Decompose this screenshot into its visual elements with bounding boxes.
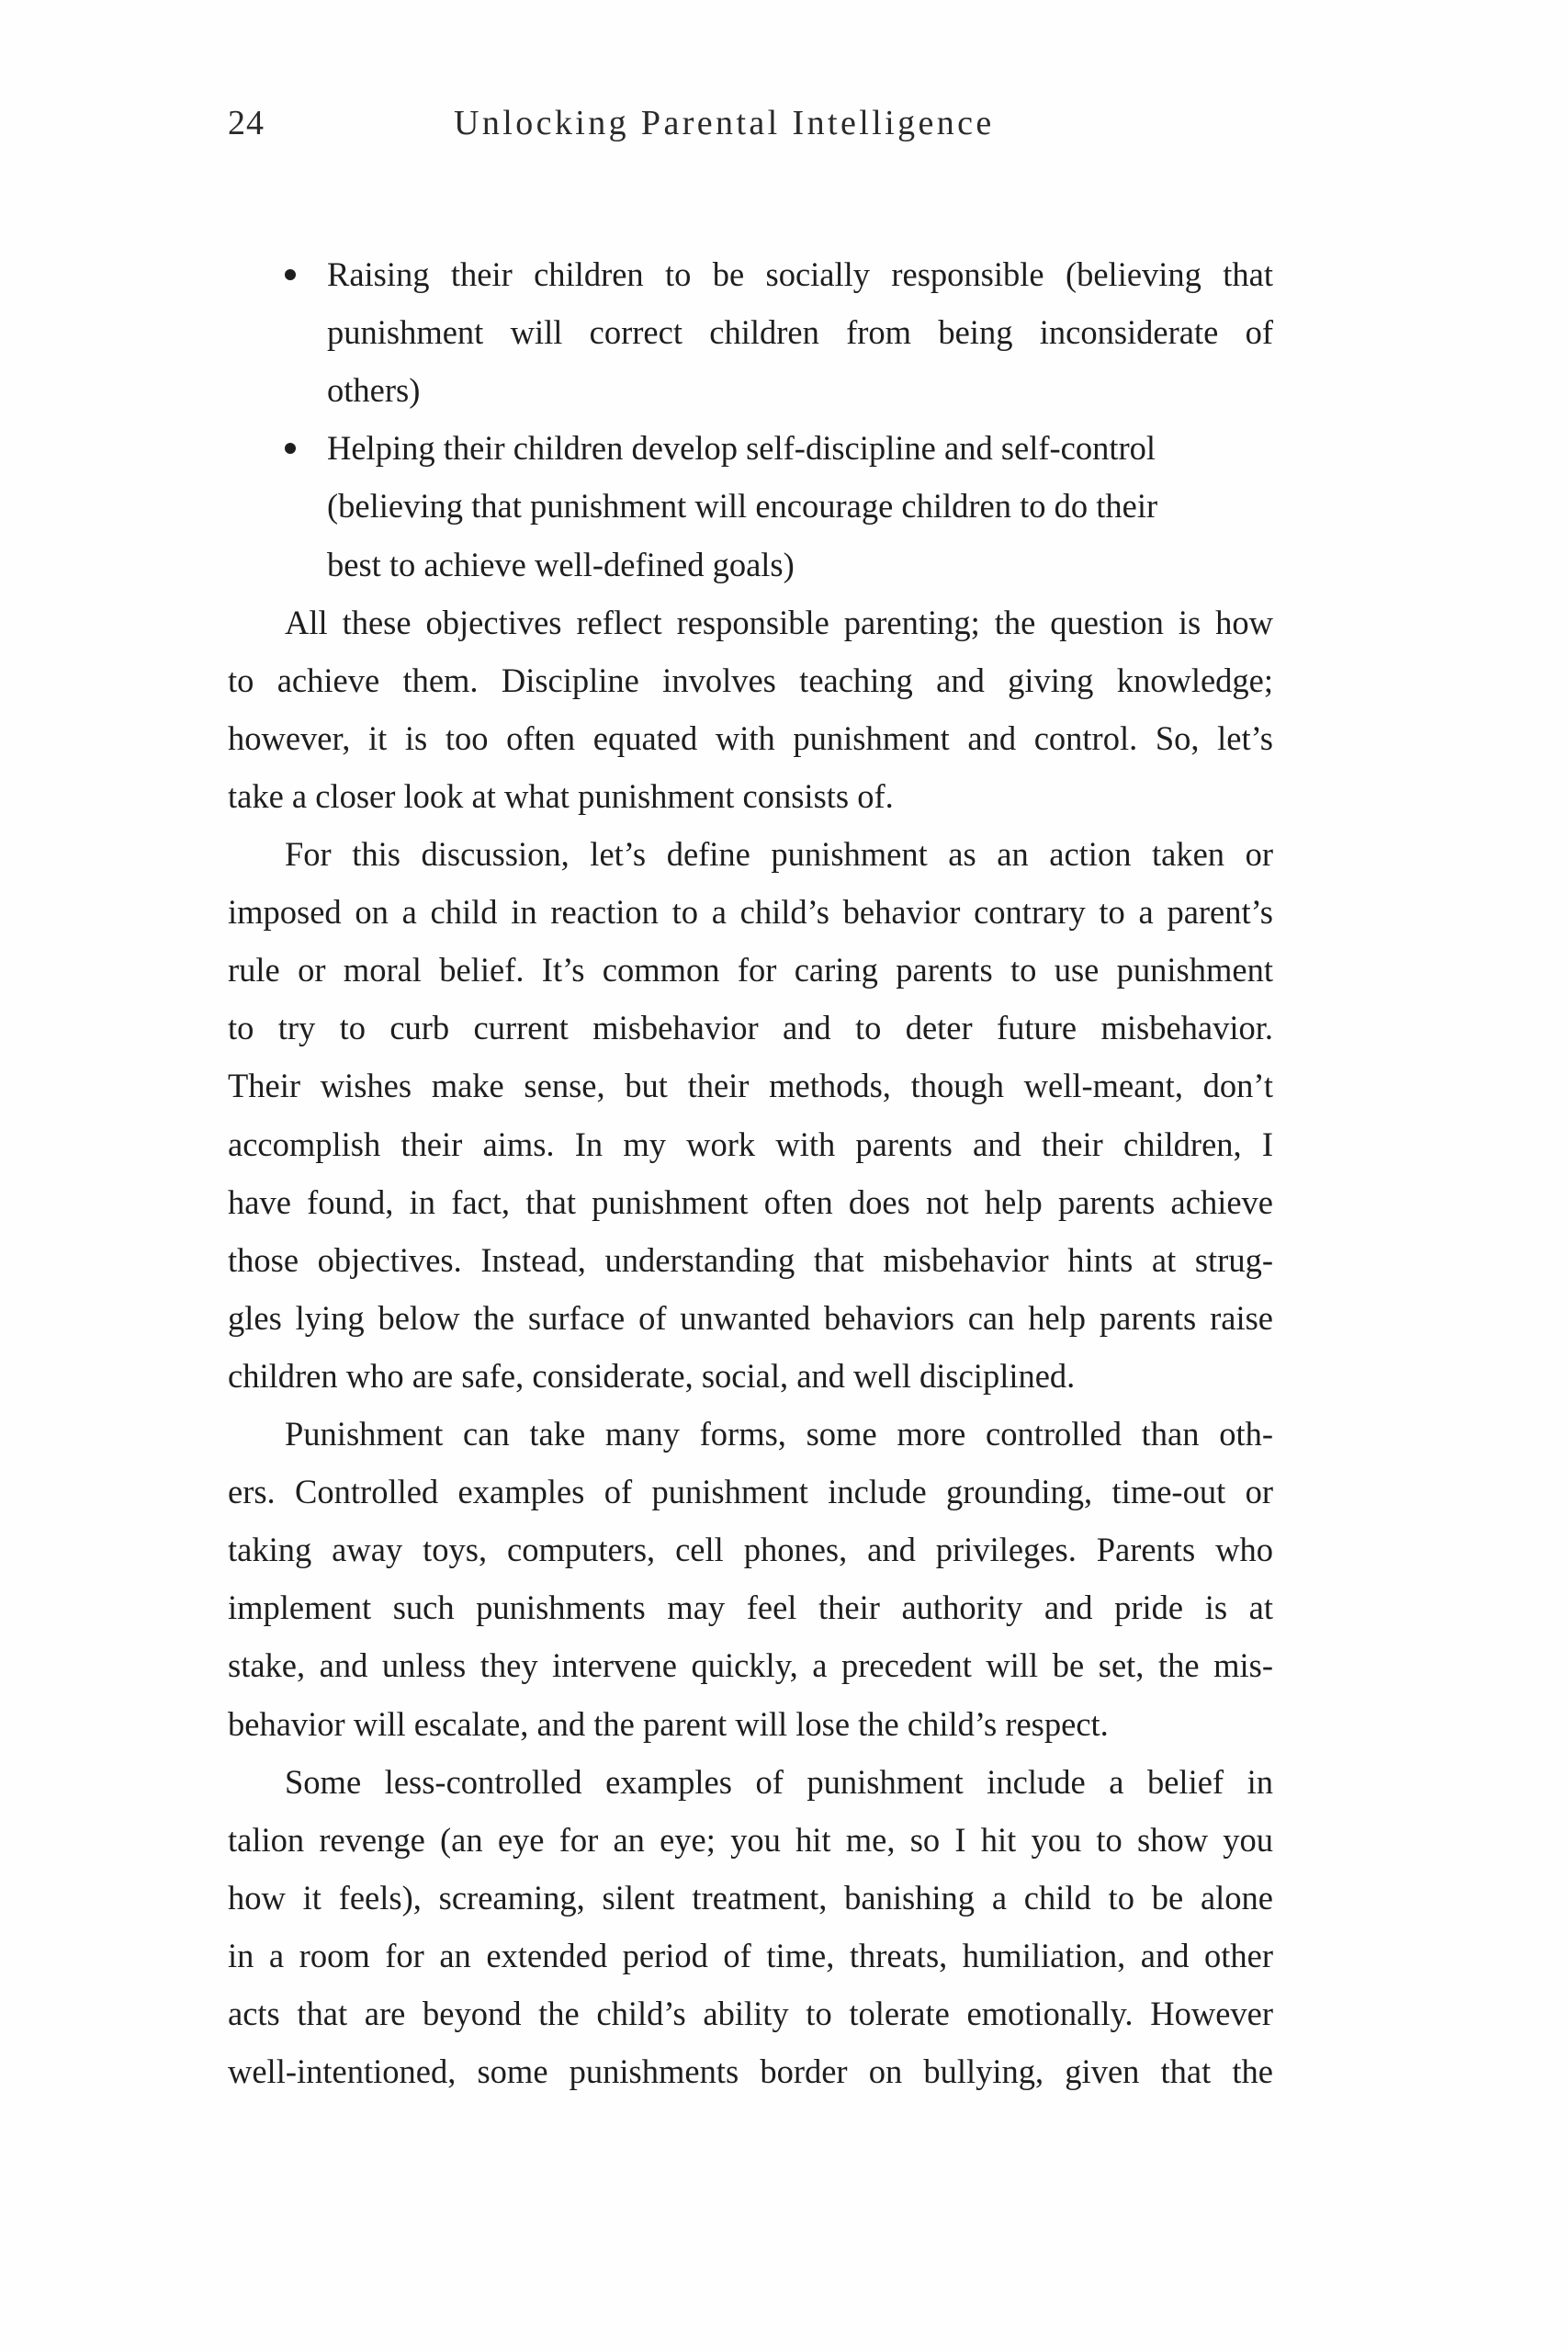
paragraph-line: well-intentioned, some punishments border on bullying, given that the bbox=[228, 2052, 1273, 2091]
running-header bbox=[0, 0, 1568, 184]
bullet-line: Helping their children develop self-discipline and self-control bbox=[327, 429, 1156, 468]
paragraph-line: to try to curb current misbehavior and to deter future misbehavior. bbox=[228, 1009, 1273, 1047]
paragraph-line: implement such punishments may feel their authority and pride is at bbox=[228, 1589, 1273, 1627]
paragraph-line: accomplish their aims. In my work with parents and their children, I bbox=[228, 1125, 1273, 1163]
bullet-line: others) bbox=[327, 371, 421, 410]
paragraph-line: talion revenge (an eye for an eye; you hit me, so I hit you to show you bbox=[228, 1820, 1273, 1859]
bullet-line: best to achieve well-defined goals) bbox=[327, 545, 795, 583]
paragraph-line: Some less-controlled examples of punishment include a belief in bbox=[285, 1762, 1273, 1801]
paragraph-line: Punishment can take many forms, some more controlled than oth- bbox=[285, 1415, 1273, 1453]
paragraph-line: those objectives. Instead, understanding that misbehavior hints at strug- bbox=[228, 1240, 1273, 1279]
running-title: Unlocking Parental Intelligence bbox=[454, 104, 995, 142]
paragraph-line: how it feels), screaming, silent treatment, banishing a child to be alone bbox=[228, 1878, 1273, 1917]
paragraph-line: children who are safe, considerate, social, and well disciplined. bbox=[228, 1356, 1076, 1395]
bullet-line: (believing that punishment will encourage children to do their bbox=[327, 487, 1158, 526]
paragraph-line: however, it is too often equated with punishment and control. So, let’s bbox=[228, 718, 1273, 757]
paragraph-line: taking away toys, computers, cell phones, and privileges. Parents who bbox=[228, 1531, 1273, 1569]
paragraph-line: rule or moral belief. It’s common for caring parents to use punishment bbox=[228, 951, 1273, 989]
paragraph-line: All these objectives reflect responsible parenting; the question is how bbox=[285, 603, 1273, 641]
paragraph-line: stake, and unless they intervene quickly, a precedent will be set, the mis- bbox=[228, 1646, 1273, 1685]
paragraph-line: in a room for an extended period of time, threats, humiliation, and other bbox=[228, 1936, 1273, 1974]
paragraph-line: Their wishes make sense, but their methods, though well-meant, don’t bbox=[228, 1067, 1273, 1105]
bullet-icon bbox=[285, 269, 296, 280]
paragraph-line: have found, in fact, that punishment often does not help parents achieve bbox=[228, 1182, 1273, 1221]
bullet-icon bbox=[285, 443, 296, 454]
bullet-line: punishment will correct children from being inconsiderate of bbox=[327, 313, 1273, 352]
paragraph-line: imposed on a child in reaction to a child’s behavior contrary to a parent’s bbox=[228, 893, 1273, 932]
paragraph-line: to achieve them. Discipline involves teaching and giving knowledge; bbox=[228, 661, 1273, 699]
paragraph-line: For this discussion, let’s define punishment as an action taken or bbox=[285, 835, 1273, 873]
paragraph-line: gles lying below the surface of unwanted behaviors can help parents raise bbox=[228, 1298, 1273, 1337]
paragraph-line: acts that are beyond the child’s ability to tolerate emotionally. However bbox=[228, 1995, 1273, 2032]
paragraph-line: take a closer look at what punishment consists of. bbox=[228, 776, 894, 815]
bullet-line: Raising their children to be socially responsible (believing that bbox=[327, 255, 1273, 293]
page-number: 24 bbox=[228, 104, 265, 142]
paragraph-line: ers. Controlled examples of punishment include grounding, time-out or bbox=[228, 1473, 1273, 1511]
paragraph-line: behavior will escalate, and the parent will lose the child’s respect. bbox=[228, 1704, 1109, 1743]
